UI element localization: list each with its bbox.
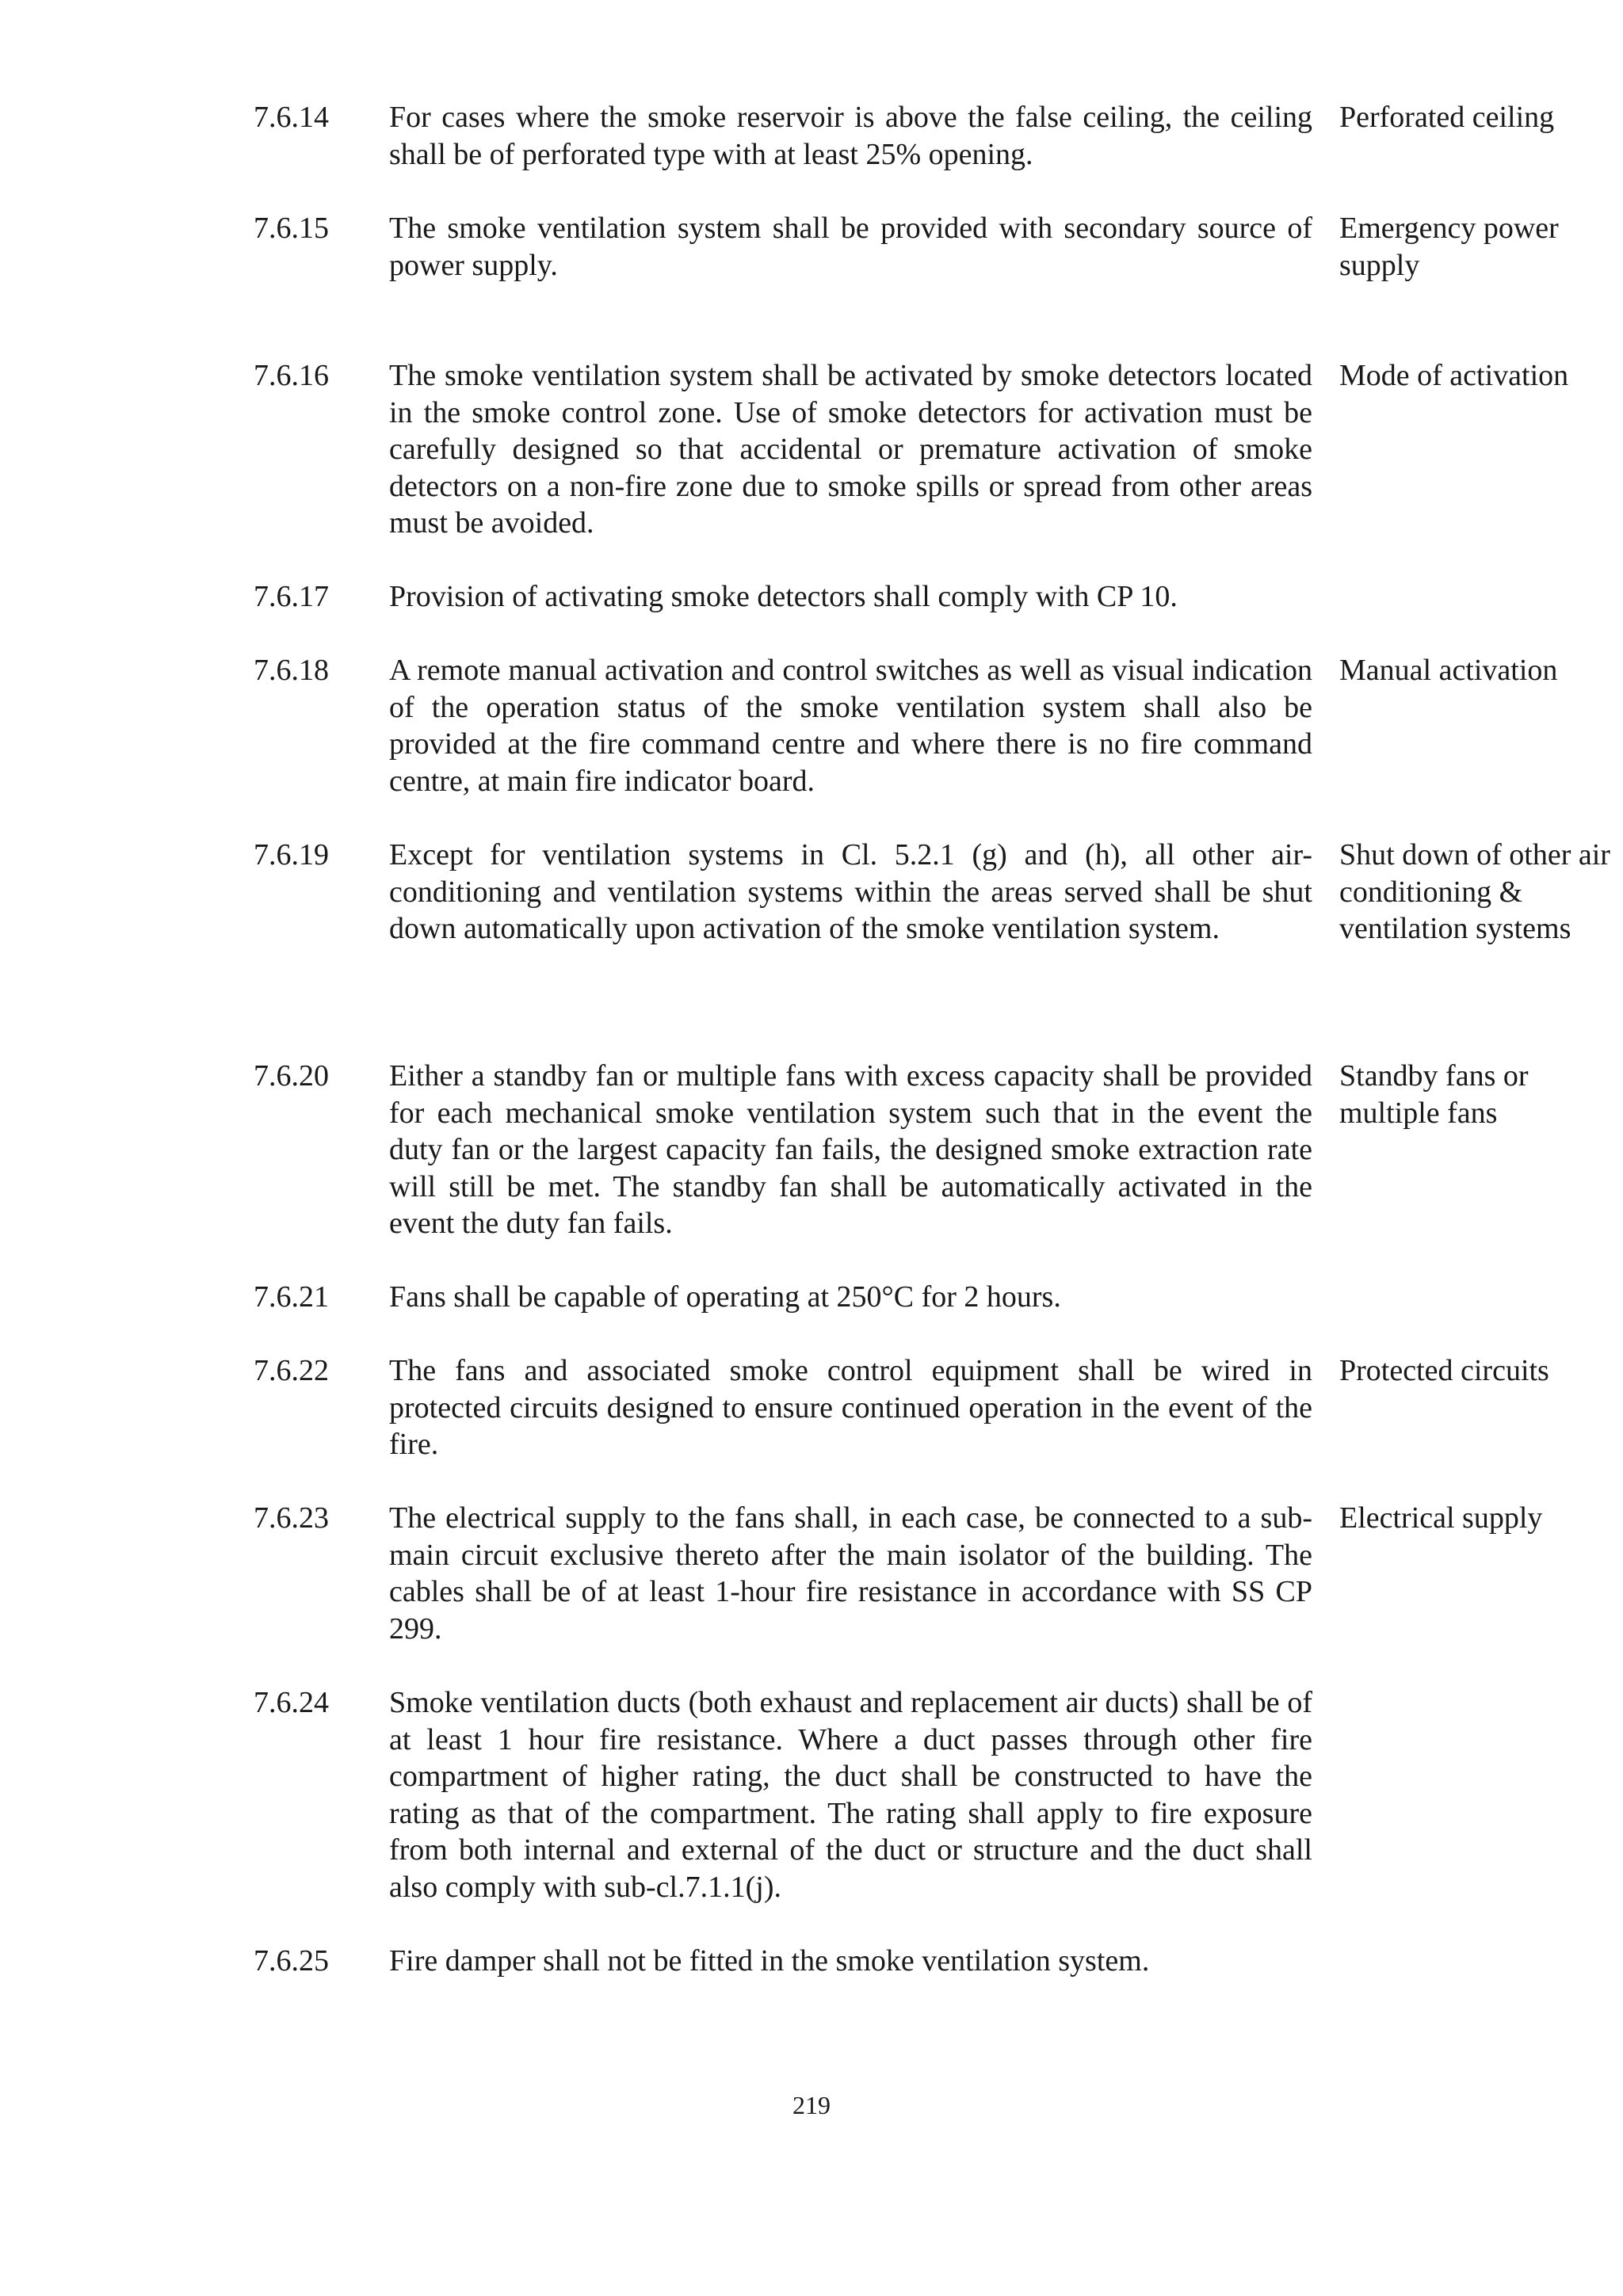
- margin-note: Protected circuits: [1339, 1354, 1549, 1387]
- clause-number: 7.6.23: [254, 1501, 329, 1535]
- clause-number: 7.6.18: [254, 654, 329, 687]
- clause-text: Provision of activating smoke detectors shall comply with CP 10.: [389, 580, 1178, 613]
- margin-note: Shut down of other air conditioning & ventilation systems: [1339, 838, 1610, 945]
- margin-note: Emergency power supply: [1339, 212, 1559, 282]
- clause-text: Except for ventilation systems in Cl. 5.2.1 (g) and (h), all other air-conditioning and ventilation systems within the areas served shall be shut down automatically upon activation of the smoke ventilation system.: [389, 838, 1312, 945]
- clause-number: 7.6.15: [254, 212, 329, 245]
- clause-text: The electrical supply to the fans shall, in each case, be connected to a sub-main circuit exclusive thereto after the main isolator of the building. The cables shall be of at least 1-hour fire resistance in accordance with SS CP 299.: [389, 1501, 1312, 1646]
- margin-note: Mode of activation: [1339, 359, 1569, 392]
- clause-number: 7.6.25: [254, 1944, 329, 1978]
- page-number: 219: [792, 2091, 831, 2119]
- clause-number: 7.6.17: [254, 580, 329, 613]
- clause-number: 7.6.14: [254, 101, 329, 134]
- clause-number: 7.6.24: [254, 1686, 329, 1719]
- margin-note: Perforated ceiling: [1339, 101, 1555, 134]
- clause-text: For cases where the smoke reservoir is above the false ceiling, the ceiling shall be of perforated type with at least 25% opening.: [389, 101, 1312, 171]
- clause-text: The smoke ventilation system shall be activated by smoke detectors located in the smoke control zone. Use of smoke detectors for activation must be carefully designed so that accidental or premature activation of smoke detectors on a non-fire zone due to smoke spills or spread from other areas must be avoided.: [389, 359, 1312, 540]
- margin-note: Electrical supply: [1339, 1501, 1543, 1535]
- clause-text: Fire damper shall not be fitted in the smoke ventilation system.: [389, 1944, 1150, 1978]
- clause-number: 7.6.20: [254, 1059, 329, 1093]
- clause-number: 7.6.19: [254, 838, 329, 871]
- margin-note: Standby fans or multiple fans: [1339, 1059, 1529, 1130]
- margin-note: Manual activation: [1339, 654, 1558, 687]
- clause-text: The fans and associated smoke control equipment shall be wired in protected circuits designed to ensure continued operation in the event of the fire.: [389, 1354, 1312, 1461]
- clause-text: The smoke ventilation system shall be provided with secondary source of power supply.: [389, 212, 1312, 282]
- clause-text: Smoke ventilation ducts (both exhaust and replacement air ducts) shall be of at least 1 hour fire resistance. Where a duct passes through other fire compartment of higher rating, the duct shall be constructed to have the rating as that of the compartment. The rating shall apply to fire exposure from both internal and external of the duct or structure and the duct shall also comply with sub-cl.7.1.1(j).: [389, 1686, 1312, 1904]
- clause-text: Either a standby fan or multiple fans with excess capacity shall be provided for each mechanical smoke ventilation system such that in the event the duty fan or the largest capacity fan fails, the designed smoke extraction rate will still be met. The standby fan shall be automatically activated in the event the duty fan fails.: [389, 1059, 1312, 1240]
- clause-text: A remote manual activation and control switches as well as visual indication of the operation status of the smoke ventilation system shall also be provided at the fire command centre and where there is no fire command centre, at main fire indicator board.: [389, 654, 1312, 798]
- clause-number: 7.6.21: [254, 1280, 329, 1314]
- clause-number: 7.6.22: [254, 1354, 329, 1387]
- clause-number: 7.6.16: [254, 359, 329, 392]
- clause-text: Fans shall be capable of operating at 250°C for 2 hours.: [389, 1280, 1061, 1314]
